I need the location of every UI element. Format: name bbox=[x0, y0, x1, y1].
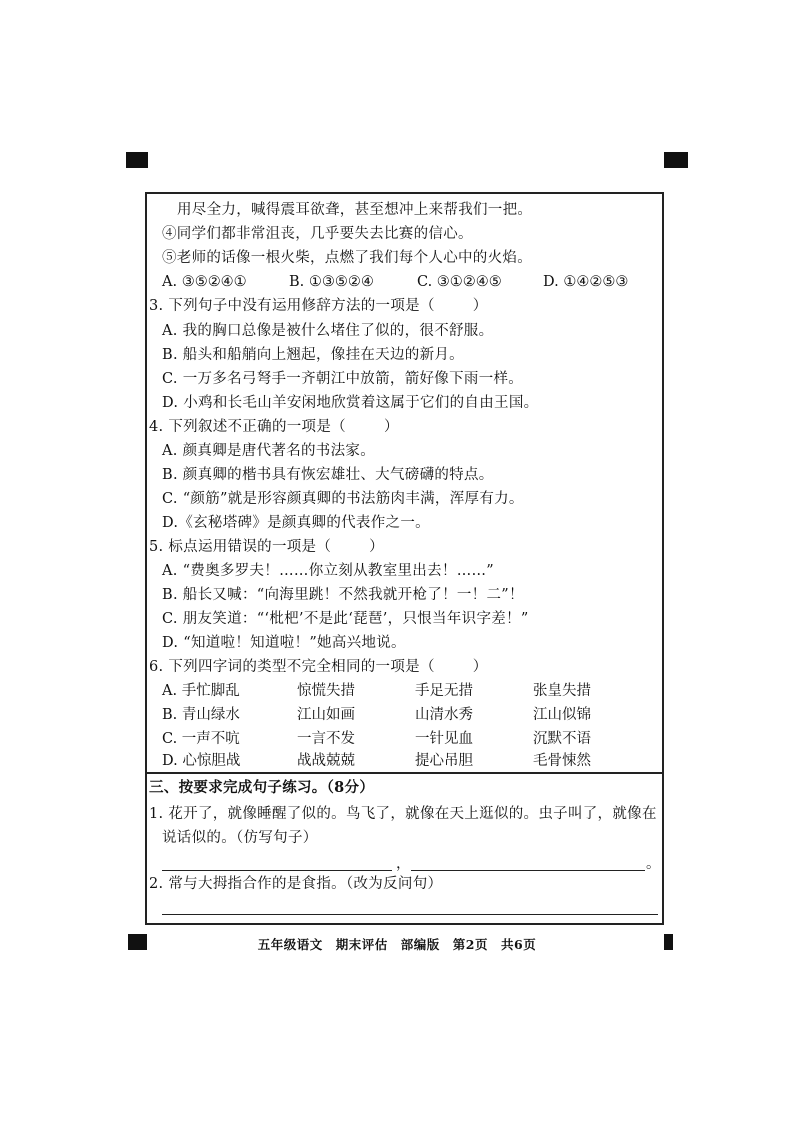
q5-stem-text: 5. 标点运用错误的一项是（ bbox=[149, 539, 332, 555]
s3-q1-period: 。 bbox=[646, 856, 661, 872]
s3-q1-line-2: 说话似的。（仿写句子） bbox=[162, 830, 318, 846]
q6-row-a-word-4: 张皇失措 bbox=[533, 683, 591, 699]
registration-mark-top-right bbox=[664, 152, 688, 168]
registration-mark-top-left bbox=[126, 152, 148, 168]
q2-option-c: C. ③①②④⑤ bbox=[417, 274, 502, 290]
s3-q2-answer-line[interactable] bbox=[162, 914, 658, 915]
q5-stem bbox=[149, 537, 384, 557]
s3-q1-line-1: 1. 花开了，就像睡醒了似的。鸟飞了，就像在天上逛似的。虫子叫了，就像在 bbox=[149, 806, 657, 822]
q3-choice-a: A. 我的胸口总像是被什么堵住了似的，很不舒服。 bbox=[162, 323, 494, 339]
continuation-line-2: ④同学们都非常沮丧，几乎要失去比赛的信心。 bbox=[162, 226, 473, 242]
q4-choice-a: A. 颜真卿是唐代著名的书法家。 bbox=[162, 443, 375, 459]
q5-choice-d: D. “知道啦！知道啦！”她高兴地说。 bbox=[162, 635, 406, 651]
s3-q1-answer-line-left[interactable] bbox=[162, 870, 392, 871]
q2-option-b: B. ①③⑤②④ bbox=[289, 274, 374, 290]
q6-row-b-word-2: 江山如画 bbox=[297, 707, 355, 723]
q6-stem-text: 6. 下列四字词的类型不完全相同的一项是（ bbox=[149, 659, 435, 675]
q3-choice-c: C. 一万多名弓弩手一齐朝江中放箭，箭好像下雨一样。 bbox=[162, 371, 524, 387]
q5-stem-close: ） bbox=[369, 539, 384, 555]
q4-stem-close: ） bbox=[383, 419, 399, 435]
q6-row-b-word-4: 江山似锦 bbox=[533, 707, 591, 723]
q6-row-d-word-4: 毛骨悚然 bbox=[533, 753, 591, 769]
q3-stem-close: ） bbox=[472, 298, 488, 314]
q6-row-a-word-2: 惊慌失措 bbox=[297, 683, 355, 699]
section-3-heading: 三、按要求完成句子练习。（8分） bbox=[149, 779, 375, 796]
s3-q1-comma: ， bbox=[396, 856, 411, 872]
q3-choice-d: D. 小鸡和长毛山羊安闲地欣赏着这属于它们的自由王国。 bbox=[162, 395, 539, 411]
q6-row-b-word-3: 山清水秀 bbox=[415, 707, 473, 723]
q3-choice-b: B. 船头和船艄向上翘起，像挂在天边的新月。 bbox=[162, 347, 464, 363]
q6-row-c-word-4: 沉默不语 bbox=[533, 731, 591, 747]
q6-row-c-word-2: 一言不发 bbox=[297, 731, 355, 747]
q5-choice-c: C. 朋友笑道：“‘枇杷’不是此‘琵琶’，只恨当年识字差！” bbox=[162, 611, 529, 627]
q6-stem-close: ） bbox=[472, 659, 488, 675]
q2-option-d: D. ①④②⑤③ bbox=[543, 274, 629, 290]
s3-q2-prompt: 2. 常与大拇指合作的是食指。（改为反问句） bbox=[149, 876, 443, 892]
q4-choice-c: C. “颜筋”就是形容颜真卿的书法筋肉丰满，浑厚有力。 bbox=[162, 491, 524, 507]
q6-row-a-word-1: A. 手忙脚乱 bbox=[162, 683, 240, 699]
s3-q1-answer-line-right[interactable] bbox=[411, 870, 645, 871]
section-divider bbox=[147, 772, 662, 774]
q6-row-a-word-3: 手足无措 bbox=[415, 683, 473, 699]
q4-choice-b: B. 颜真卿的楷书具有恢宏雄壮、大气磅礴的特点。 bbox=[162, 467, 494, 483]
q4-stem-text: 4. 下列叙述不正确的一项是（ bbox=[149, 419, 346, 435]
exam-content-frame bbox=[145, 192, 664, 925]
q3-stem-text: 3. 下列句子中没有运用修辞方法的一项是（ bbox=[149, 298, 435, 314]
q6-row-c-word-3: 一针见血 bbox=[415, 731, 473, 747]
q5-choice-a: A. “费奥多罗夫！……你立刻从教室里出去！……” bbox=[162, 563, 495, 579]
q6-stem bbox=[149, 657, 488, 677]
q4-stem bbox=[149, 417, 399, 437]
continuation-line-3: ⑤老师的话像一根火柴，点燃了我们每个人心中的火焰。 bbox=[162, 250, 532, 266]
q3-stem bbox=[149, 296, 488, 316]
q6-row-c-word-1: C. 一声不吭 bbox=[162, 731, 240, 747]
q6-row-d-word-3: 提心吊胆 bbox=[415, 753, 473, 769]
q5-choice-b: B. 船长又喊：“向海里跳！不然我就开枪了！一！二”！ bbox=[162, 587, 524, 603]
q4-choice-d: D.《玄秘塔碑》是颜真卿的代表作之一。 bbox=[162, 515, 430, 531]
q2-option-a: A. ③⑤②④① bbox=[162, 274, 247, 290]
page-footer: 五年级语文 期末评估 部编版 第2页 共6页 bbox=[257, 937, 537, 952]
continuation-line-1: 用尽全力，喊得震耳欲聋，甚至想冲上来帮我们一把。 bbox=[177, 202, 533, 218]
q6-row-d-word-2: 战战兢兢 bbox=[297, 753, 355, 769]
q6-row-d-word-1: D. 心惊胆战 bbox=[162, 753, 241, 769]
q6-row-b-word-1: B. 青山绿水 bbox=[162, 707, 240, 723]
